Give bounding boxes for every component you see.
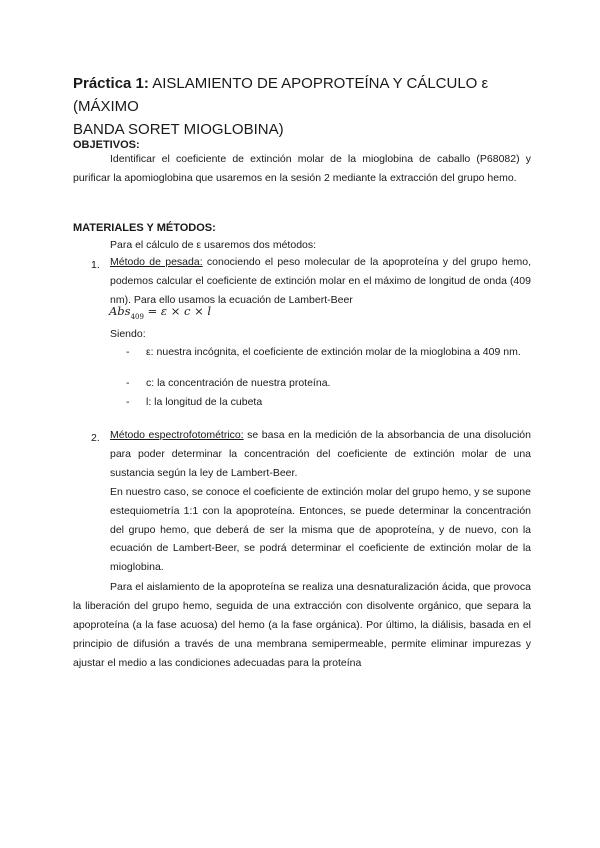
bullet-text: ε: nuestra incógnita, el coeficiente de extinción molar de la mioglobina a 409 nm. — [146, 346, 521, 358]
materiales-heading: MATERIALES Y MÉTODOS: — [73, 222, 216, 234]
method1-paragraph — [110, 253, 531, 310]
method2-number: 2. — [91, 432, 100, 444]
method2-text2: En nuestro caso, se conoce el coeficiente de extinción molar del grupo hemo, y se supone estequiometría 1:1 con la apoproteína. Entonces, se puede determinar la concentración del grupo hemo, que deberá de ser la misma que de apoproteína, y de nuevo, con la ecuación de Lambert-Beer, se podrá determinar el coeficiente de extinción molar de la mioglobina. — [110, 486, 531, 574]
bullet-text: l: la longitud de la cubeta — [146, 396, 263, 408]
objetivos-heading: OBJETIVOS: — [73, 139, 140, 151]
final-paragraph: Para el aislamiento de la apoproteína se realiza una desnaturalización ácida, que provoca la liberación del grupo hemo, seguida de una extracción con disolvente orgánico, que separa la apoproteína (a la fase acuosa) del hemo (a la fase orgánica). Por último, la diálisis, basada en el principio de difusión a través de una membrana semipermeable, permite eliminar impurezas y ajustar el medio a las condiciones adecuadas para la proteína — [73, 581, 531, 669]
objetivos-text: Identificar el coeficiente de extinción molar de la mioglobina de caballo (P68082) y purificar la apomioglobina que usaremos en la sesión 2 mediante la extracción del grupo hemo. — [73, 153, 531, 184]
equation-rhs: = ε × c × l — [143, 304, 212, 318]
method1-text: conociendo el peso molecular de la apoproteína y del grupo hemo, podemos calcular el coeficiente de extinción molar en el máximo de longitud de onda (409 nm). Para ello usamos la ecuación de Lambert-Beer — [110, 256, 531, 306]
bullet-dash: - — [126, 346, 130, 358]
lambert-beer-equation — [109, 303, 211, 325]
method1-label: Método de pesada: — [110, 256, 203, 268]
bullet-dash: - — [126, 396, 130, 408]
method2-text: se basa en la medición de la absorbancia de una disolución para poder determinar la concentración del coeficiente de extinción molar de una sustancia según la ley de Lambert-Beer. — [110, 429, 531, 479]
materiales-intro: Para el cálculo de ε usaremos dos métodos: — [110, 239, 317, 251]
equation-subscript: 409 — [130, 313, 144, 321]
bullet-dash: - — [126, 377, 130, 389]
method2-paragraph — [110, 426, 531, 483]
method2-label: Método espectrofotométrico: — [110, 429, 244, 441]
page-title — [73, 72, 533, 141]
title-line2: BANDA SORET MIOGLOBINA) — [73, 121, 284, 138]
method1-number: 1. — [91, 259, 100, 271]
bullet-text: c: la concentración de nuestra proteína. — [146, 377, 331, 389]
title-line1: AISLAMIENTO DE APOPROTEÍNA Y CÁLCULO ε (MÁXIMO — [73, 75, 489, 115]
title-prefix: Práctica 1: — [73, 75, 149, 92]
equation-lhs: Abs — [109, 304, 131, 318]
siendo-label: Siendo: — [110, 328, 146, 340]
